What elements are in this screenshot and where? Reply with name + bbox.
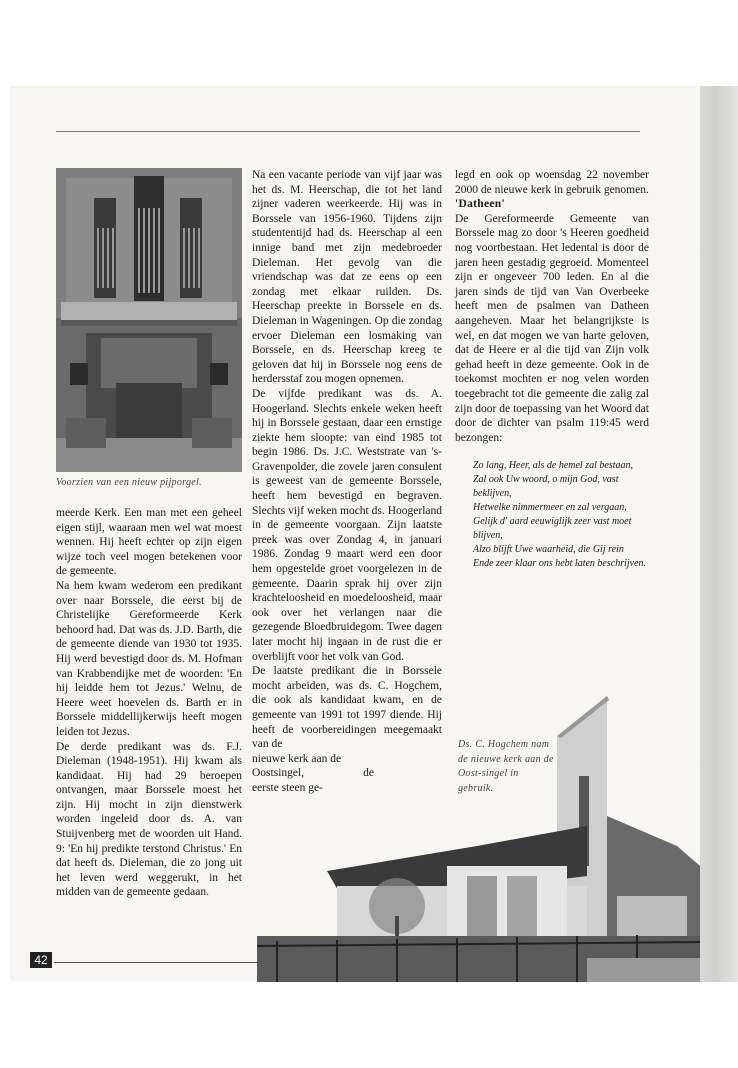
- text-column-1: [56, 506, 242, 900]
- organ-photo-caption: Voorzien van een nieuw pijporgel.: [56, 477, 202, 488]
- poem-line: Hetwelke nimmermeer en zal vergaan,: [473, 502, 627, 514]
- organ-photo: [56, 168, 242, 472]
- poem-line: Gelijk d' aard eeuwiglijk zeer vast moet blijven,: [473, 516, 632, 542]
- magazine-page: [10, 86, 700, 982]
- paragraph-line: nieuwe kerk aan de: [252, 752, 342, 765]
- paragraph: Na hem kwam wederom een predikant over naar Borssele, die eerst bij de Christelijke Gereformeerde Kerk behoord had. Dat was ds. J.D. Barth, die de gemeente diende van 1930 tot 1935. Hij werd bevestigd door ds. M. Hofman van Krabbendijke met de woorden: 'En hij leidde hem tot Jezus.' Welnu, de Heere weet hoevelen ds. Barth er in Borssele middellijkerwijs heeft mogen leiden tot Jezus.: [56, 579, 242, 738]
- psalm-quote: [473, 459, 649, 571]
- paragraph: De Gereformeerde Gemeente van Borssele mag zo door 's Heeren goedheid nog voortbestaan. Het ledental is door de jaren heen gestadig gegroeid. Momenteel zijn er ongeveer 700 leden. En al die jaren sinds de tijd van Van Overbeeke heeft men de psalmen van Datheen aangeheven. Maar het belangrijkste is wel, en dat mogen we van harte geloven, dat de Heere er al die tijd van Zijn volk gehad heeft in deze gemeente. Ook in de toekomst mochten er nog velen worden toegebracht tot die gemeente die zalig zal zijn door de toepassing van het Woord dat door de dichter van psalm 119:45 werd bezongen:: [455, 212, 649, 444]
- paragraph: meerde Kerk. Een man met een geheel eigen stijl, waaraan men wel wat moest wennen. Hij heeft echter op zijn eigen wijze toch veel mogen betekenen voor de gemeente.: [56, 507, 242, 578]
- paragraph: De vijfde predikant was ds. A. Hoogerland. Slechts enkele weken heeft hij in Borssele gestaan, daar een ernstige ziekte hem sloopte: van eind 1985 tot begin 1986. Ds. J.C. Weststrate van 's-Gravenpolder, die zovele jaren consulent is geweest van de gemeente Borssele, heeft hem bevestigd en begraven. Slechts vijf weken mocht ds. Hoogerland in de gemeente voorgaan. Zijn laatste preek was over Zondag 4, in januari 1986. Zondag 9 maart werd een door hem opgestelde groet voorgelezen in de gemeente. Daarin sprak hij over zijn krachteloosheid en moedeloosheid, maar ook over het verlangen naar die gezegende Bloedbruidegom. Twee dagen later mocht hij ingaan in de rust die er overblijft voor het volk van God.: [252, 387, 442, 663]
- page-edge: [700, 86, 738, 982]
- top-rule: [56, 131, 640, 132]
- paragraph: Na een vacante periode van vijf jaar was het ds. M. Heerschap, die tot het land zijner vaderen weerkeerde. Hij was in Borssele van 1956-1960. Tijdens zijn studententijd had ds. Heerschap al een innige band met zijn medebroeder Dieleman. Het gevolg van die vriendschap was dat ze eens op een zondag met elkaar ruilden. Ds. Heerschap preekte in Borssele en ds. Dieleman in Wageningen. Op die zondag ervoer Dieleman een losmaking van Borssele, en ds. Heerschap kreeg te geloven dat hij in Borssele nog eens de herdersstaf zou mogen opnemen.: [252, 169, 442, 386]
- poem-line: Zal ook Uw woord, o mijn God, vast beklijven,: [473, 474, 619, 500]
- bottom-rule: [54, 962, 259, 963]
- section-heading: 'Datheen': [455, 198, 505, 211]
- poem-line: Ende zeer klaar ons hebt laten beschrijven.: [473, 558, 647, 570]
- church-photo: [257, 696, 700, 982]
- text-column-3: [455, 168, 649, 571]
- paragraph: legd en ook op woensdag 22 november 2000 de nieuwe kerk in gebruik genomen.: [455, 169, 649, 196]
- paragraph-line: eerste steen ge-: [252, 781, 323, 794]
- poem-line: Alzo blijft Uwe waarheid, die Gij rein: [473, 544, 624, 556]
- poem-line: Zo lang, Heer, als de hemel zal bestaan,: [473, 460, 633, 472]
- paragraph: De derde predikant was ds. F.J. Dieleman (1948-1951). Hij kwam als kandidaat. Hij had 29 beroepen ontvangen, maar Borssele moest het zijn. Hij mocht in zijn dienstwerk worden ingeleid door ds. A. van Stuijvenberg met de woorden uit Hand. 9: 'En hij predikte terstond Christus.' En dat heeft ds. Dieleman, die zo jong uit het leven werd weggerukt, in het midden van de gemeente gedaan.: [56, 740, 242, 899]
- church-photo-caption: Ds. C. Hogchem nam de nieuwe kerk aan de Oost-singel in gebruik.: [458, 739, 554, 794]
- page-number: 42: [30, 952, 52, 968]
- paragraph-line: Oostsingel, de: [252, 767, 374, 780]
- paragraph: De laatste predikant die in Borssele mocht arbeiden, was ds. C. Hogchem, die ook als kandidaat kwam, en de gemeente van 1991 tot 1997 diende. Hij heeft de voorbereidingen meegemaakt van de: [252, 665, 442, 751]
